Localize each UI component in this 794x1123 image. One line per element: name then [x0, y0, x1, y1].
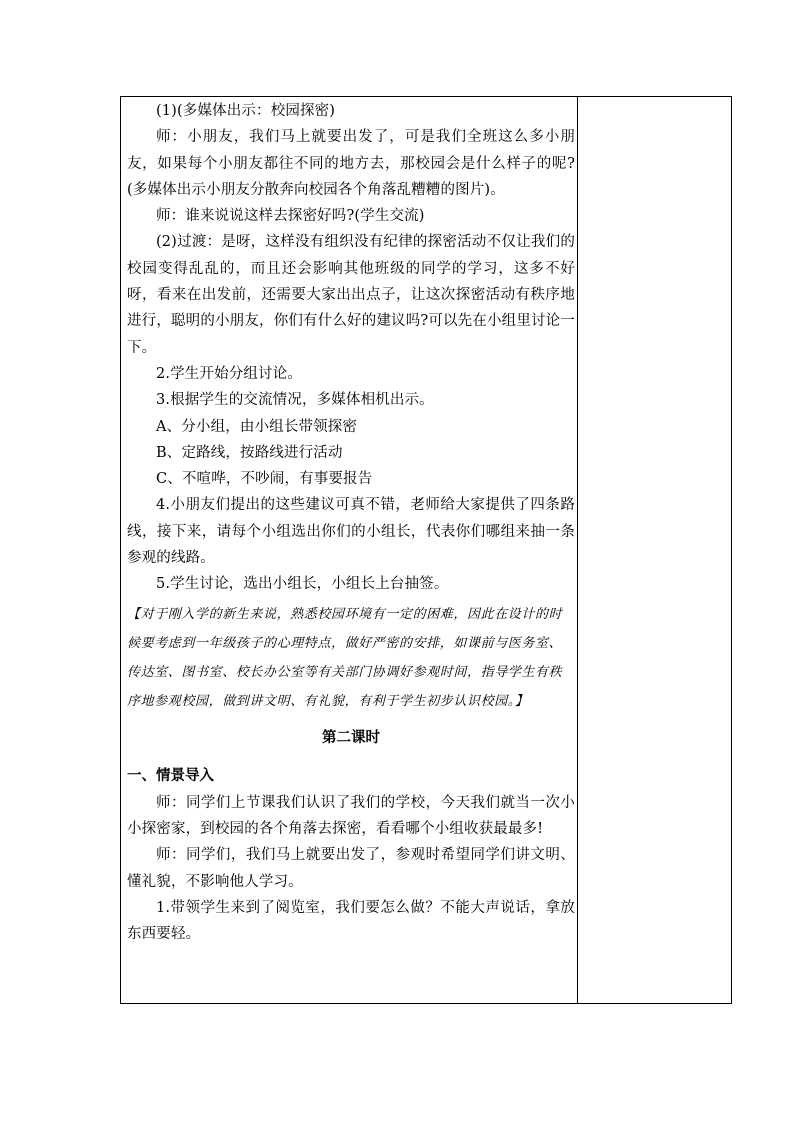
paragraph-teacher-1: 师：小朋友，我们马上就要出发了，可是我们全班这么多小朋友，如果每个小朋友都往不同的地方去，那校园会是什么样子的呢?(多媒体出示小朋友分散奔向校园各个角落乱糟糟的图片)。 — [127, 129, 575, 198]
paragraph-step-3: 3.根据学生的交流情况，多媒体相机出示。 — [156, 392, 434, 409]
paragraph-teacher-3: 师：同学们上节课我们认识了我们的学校，今天我们就当一次小小探密家，到校园的各个角落去探密，看看哪个小组收获最最多! — [127, 794, 575, 837]
paragraph-step-2: 2.学生开始分组讨论。 — [156, 365, 302, 382]
paragraph-transition: (2)过渡：是呀，这样没有组织没有纪律的探密活动不仅让我们的校园变得乱乱的，而且还会影响其他班级的同学的学习，这多不好呀，看来在出发前，还需要大家出出点子，让这次探密活动有秩序地进行，聪明的小朋友，你们有什么好的建议吗?可以先在小组里讨论一下。 — [127, 234, 575, 356]
paragraph-intro: (1)(多媒体出示：校园探密) — [156, 103, 336, 119]
list-item-c: C、不喧哗，不吵闹，有事要报告 — [156, 471, 373, 488]
right-cell — [578, 97, 731, 1003]
list-item-a: A、分小组，由小组长带领探密 — [156, 418, 358, 435]
list-item-b: B、定路线，按路线进行活动 — [156, 444, 343, 461]
paragraph-step-1: 1.带领学生来到了阅览室，我们要怎么做？不能大声说话，拿放东西要轻。 — [127, 899, 575, 943]
paragraph-teacher-4: 师：同学们，我们马上就要出发了，参观时希望同学们讲文明、懂礼貌，不影响他人学习。 — [127, 847, 575, 890]
left-cell — [127, 98, 575, 947]
lesson-plan-table — [120, 96, 732, 1004]
paragraph-step-5: 5.学生讨论，选出小组长，小组长上台抽签。 — [156, 576, 449, 593]
design-note: 【对于刚入学的新生来说，熟悉校园环境有一定的困难，因此在设计的时候要考虑到一年级孩子的心理特点，做好严密的安排，如课前与医务室、传达室、图书室、校长办公室等有关部门协调好参观时间，指导学生有秩序地参观校园，做到讲文明、有礼貌，有利于学生初步认识校园。】 — [127, 606, 563, 709]
paragraph-teacher-2: 师：谁来说说这样去探密好吗?(学生交流) — [156, 208, 425, 225]
section-heading: 一、情景导入 — [127, 767, 214, 784]
section-title: 第二课时 — [322, 729, 380, 746]
paragraph-step-4: 4.小朋友们提出的这些建议可真不错，老师给大家提供了四条路线，接下来，请每个小组选出你们的小组长，代表你们哪组来抽一条参观的线路。 — [127, 497, 575, 567]
